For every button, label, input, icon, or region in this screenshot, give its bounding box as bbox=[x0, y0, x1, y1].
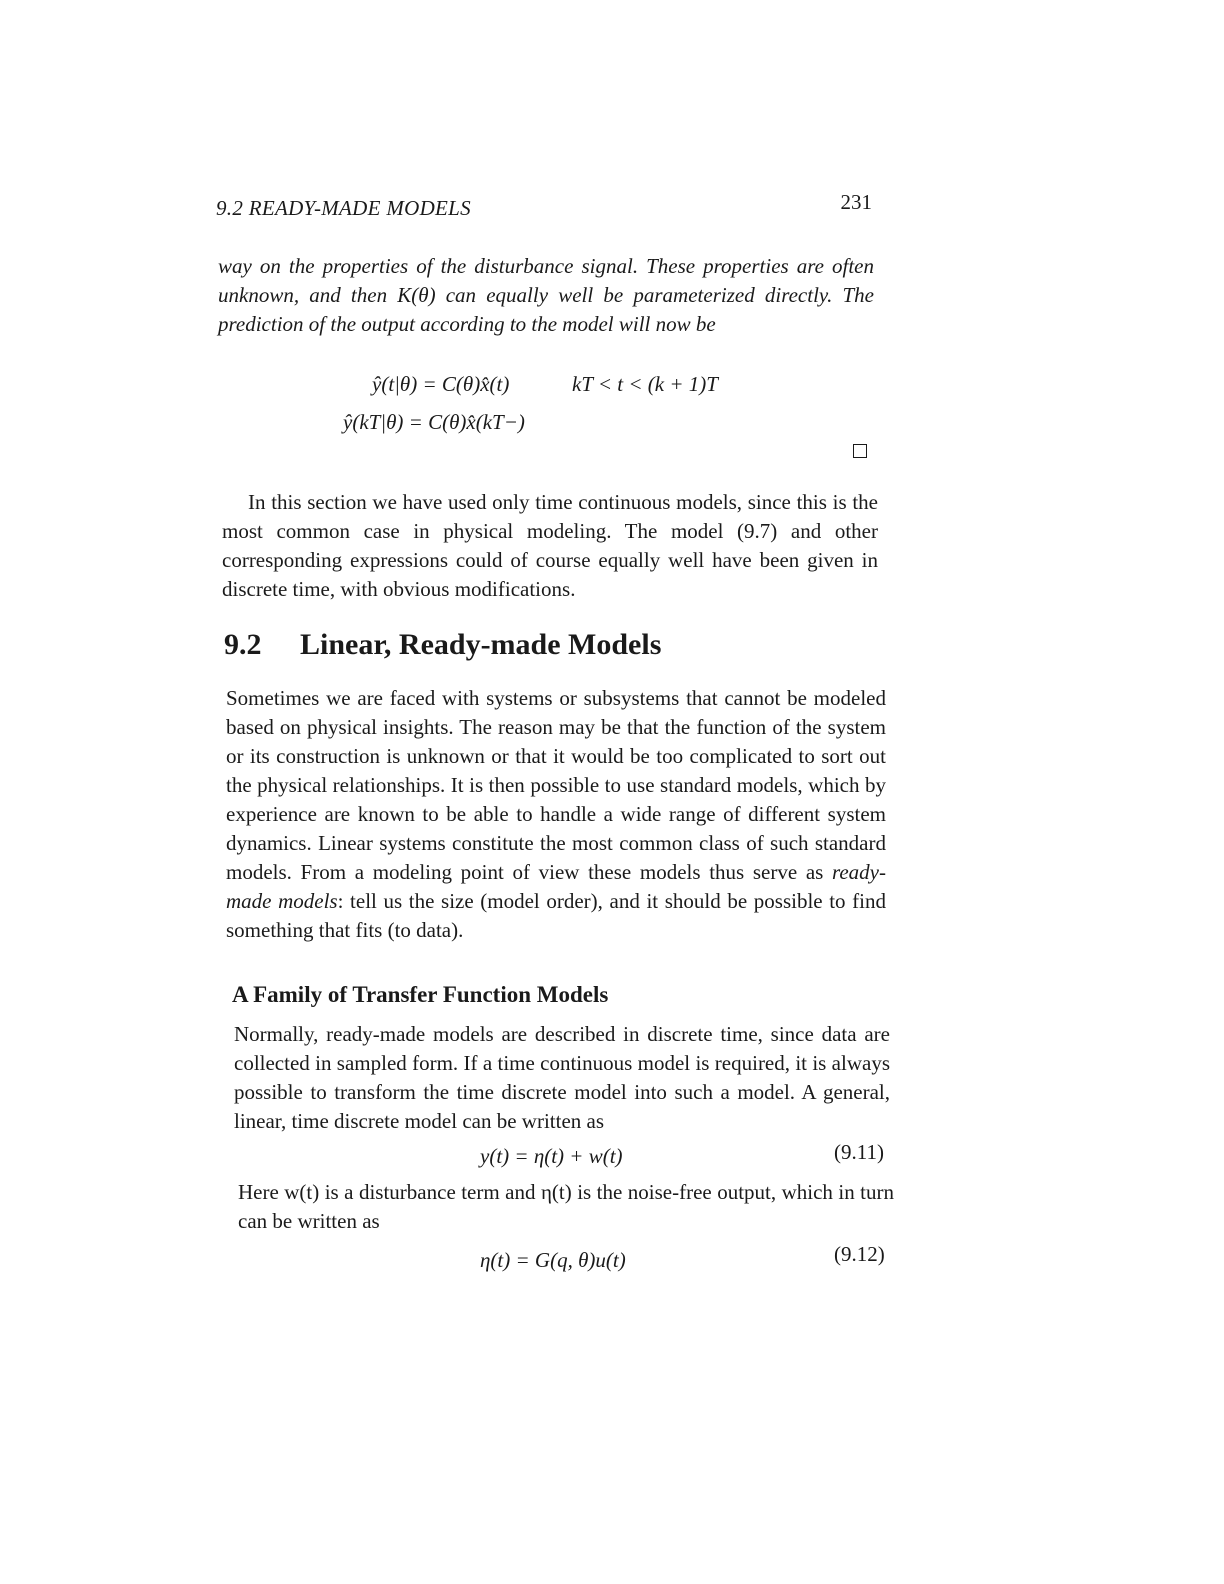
section-heading bbox=[224, 628, 661, 662]
section-paragraph-text-end: : tell us the size (model order), and it should be possible to find something that fits (to data). bbox=[226, 889, 886, 942]
here-paragraph: Here w(t) is a disturbance term and η(t) is the noise-free output, which in turn can be written as bbox=[238, 1180, 894, 1233]
running-head bbox=[216, 190, 876, 221]
section-title: Linear, Ready-made Models bbox=[300, 628, 662, 661]
section-number: 9.2 bbox=[224, 628, 262, 661]
section-paragraph-text: Sometimes we are faced with systems or subsystems that cannot be modeled based on physical insights. The reason may be that the function of the system or its construction is unknown or that it would be too complicated to sort out the physical relationships. It is then possible to use standard models, which by experience are known to be able to handle a wide range of different system dynamics. Linear systems constitute the most common class of such standard models. From a modeling point of view these models thus serve as bbox=[226, 686, 886, 884]
prediction-equation-1: ŷ(t|θ) = C(θ)x̂(t) bbox=[372, 372, 510, 396]
ready-made-models-emphasis: ready-made models bbox=[226, 860, 886, 913]
subsection-paragraph: Normally, ready-made models are described in discrete time, since data are collected in sampled form. If a time continuous model is required, it is always possible to transform the time discrete model into such a model. A general, linear, time discrete model can be written as bbox=[234, 1022, 890, 1133]
paragraph-time-continuous: In this section we have used only time continuous models, since this is the most common case in physical modeling. The model (9.7) and other corresponding expressions could of course equally well have been given in discrete time, with obvious modifications. bbox=[222, 490, 878, 601]
equation-9-12-label: (9.12) bbox=[834, 1242, 885, 1266]
prediction-equation-1-condition: kT < t < (k + 1)T bbox=[572, 372, 718, 396]
end-of-example-square-icon bbox=[853, 444, 867, 458]
section-paragraph bbox=[226, 684, 886, 945]
page-number: 231 bbox=[840, 190, 872, 214]
intro-paragraph: way on the properties of the disturbance signal. These properties are often unknown, and then K(θ) can equally well be parameterized directly. The prediction of the output according to the model will now be bbox=[218, 254, 874, 336]
equation-9-11-label: (9.11) bbox=[834, 1140, 884, 1164]
running-title: 9.2 READY-MADE MODELS bbox=[216, 196, 471, 220]
subsection-heading: A Family of Transfer Function Models bbox=[232, 982, 609, 1007]
equation-9-12: η(t) = G(q, θ)u(t) bbox=[480, 1248, 626, 1272]
equation-9-11: y(t) = η(t) + w(t) bbox=[480, 1144, 623, 1168]
prediction-equation-2: ŷ(kT|θ) = C(θ)x̂(kT−) bbox=[343, 410, 525, 434]
